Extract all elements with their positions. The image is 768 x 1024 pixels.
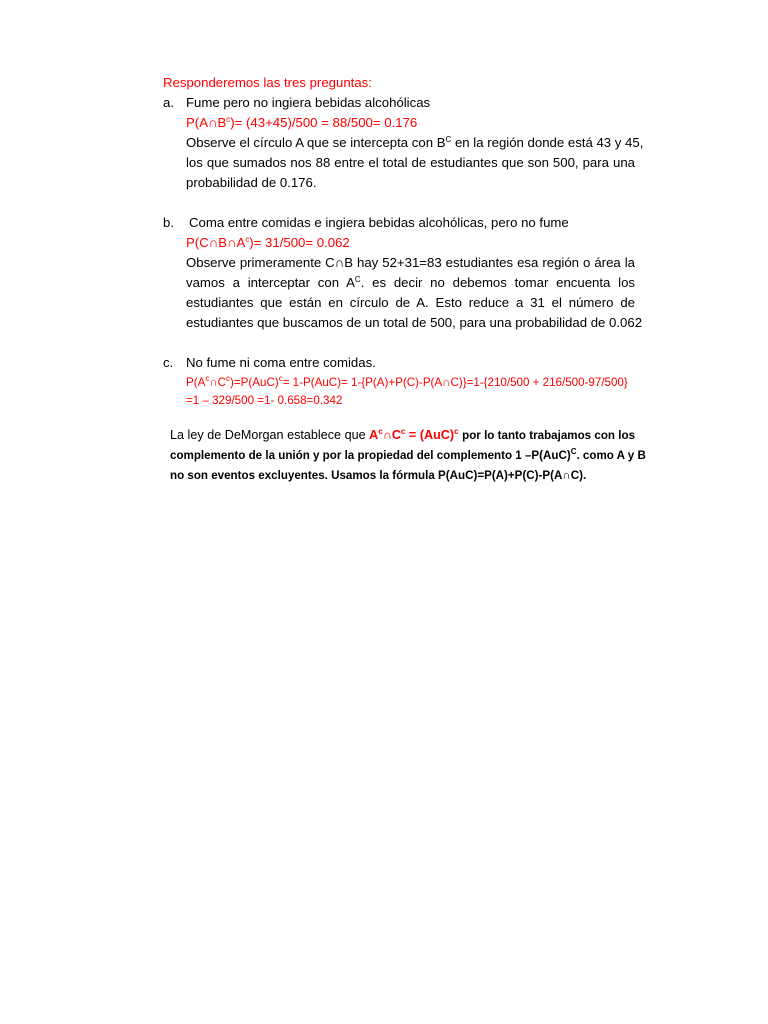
question-b: Coma entre comidas e ingiera bebidas alcohólicas, pero no fume — [189, 215, 569, 230]
heading: Responderemos las tres preguntas: — [163, 75, 372, 90]
demorgan-t2: por lo tanto trabajamos con los — [462, 429, 636, 442]
explain-b-line3: estudiantes que están en círculo de A. Esto reduce a 31 el número de — [186, 295, 635, 310]
formula-c-t4: = 1-P(AuC)= 1-{P(A)+P(C)-P(A∩C)}=1-{210/500 + 216/500-97/500} — [282, 376, 628, 389]
explain-b-text2: . es decir no debemos tomar encuenta los — [360, 275, 636, 290]
formula-c-t1: P(A — [186, 376, 206, 389]
formula-c-s3: c — [278, 374, 283, 383]
explain-a-line2: los que sumados nos 88 entre el total de estudiantes que son 500, para una — [186, 155, 635, 170]
formula-c-t2: ∩C — [209, 376, 227, 389]
explain-b-line1: Observe primeramente C∩B hay 52+31=83 estudiantes esa región o área la — [186, 255, 635, 270]
marker-b: b. — [163, 215, 174, 230]
explain-a-line1 — [186, 133, 644, 153]
demorgan-r2: ∩C — [382, 428, 401, 442]
explain-b-line4: estudiantes que buscamos de un total de 500, para una probabilidad de 0.062 — [186, 315, 643, 330]
question-a: Fume pero no ingiera bebidas alcohólicas — [186, 95, 431, 110]
formula-b-part1: P(C∩B∩A — [186, 235, 246, 250]
formula-a-sup1: c — [226, 115, 231, 124]
formula-a — [186, 113, 417, 133]
formula-b-sup1: c — [245, 235, 250, 244]
demorgan-rs1: c — [378, 427, 383, 436]
formula-c-s2: c — [226, 374, 231, 383]
demorgan-l2a: complemento de la unión y por la propiedad del complemento 1 –P(AuC) — [170, 449, 571, 462]
explain-a-text1: Observe el círculo A que se intercepta con B — [186, 135, 446, 150]
formula-b-part2: )= 31/500= 0.062 — [249, 235, 350, 250]
demorgan-r1: A — [369, 428, 379, 442]
formula-c-t3: )=P(AuC) — [230, 376, 279, 389]
demorgan-line1 — [170, 425, 635, 446]
demorgan-line2 — [170, 446, 646, 466]
demorgan-r3: = (AuC) — [405, 428, 455, 442]
demorgan-red — [369, 428, 458, 442]
formula-c-s1: c — [205, 374, 210, 383]
formula-b — [186, 233, 350, 253]
explain-a-line3: probabilidad de 0.176. — [186, 175, 317, 190]
marker-c: c. — [163, 355, 174, 370]
demorgan-l2s: C — [570, 447, 577, 456]
explain-a-sup: C — [445, 135, 452, 144]
explain-b-text1: vamos a interceptar con A — [186, 275, 355, 290]
explain-b-sup: C — [354, 275, 361, 284]
question-c: No fume ni coma entre comidas. — [186, 355, 376, 370]
demorgan-l2b: . como A y B — [576, 449, 646, 462]
demorgan-rs2: c — [400, 427, 406, 436]
formula-c-line1 — [186, 373, 628, 393]
formula-a-part1: P(A∩B — [186, 115, 227, 130]
formula-a-part2: )= (43+45)/500 = 88/500= 0.176 — [230, 115, 418, 130]
demorgan-line3: no son eventos excluyentes. Usamos la fórmula P(AuC)=P(A)+P(C)-P(A∩C). — [170, 469, 587, 482]
formula-c-line2: =1 – 329/500 =1- 0.658=0.342 — [186, 394, 343, 407]
marker-a: a. — [163, 95, 174, 110]
demorgan-rs3: c — [454, 427, 459, 436]
demorgan-t1: La ley de DeMorgan establece que — [170, 428, 366, 442]
explain-a-text2: en la región donde está 43 y 45, — [454, 135, 644, 150]
explain-b-line2 — [186, 273, 635, 293]
